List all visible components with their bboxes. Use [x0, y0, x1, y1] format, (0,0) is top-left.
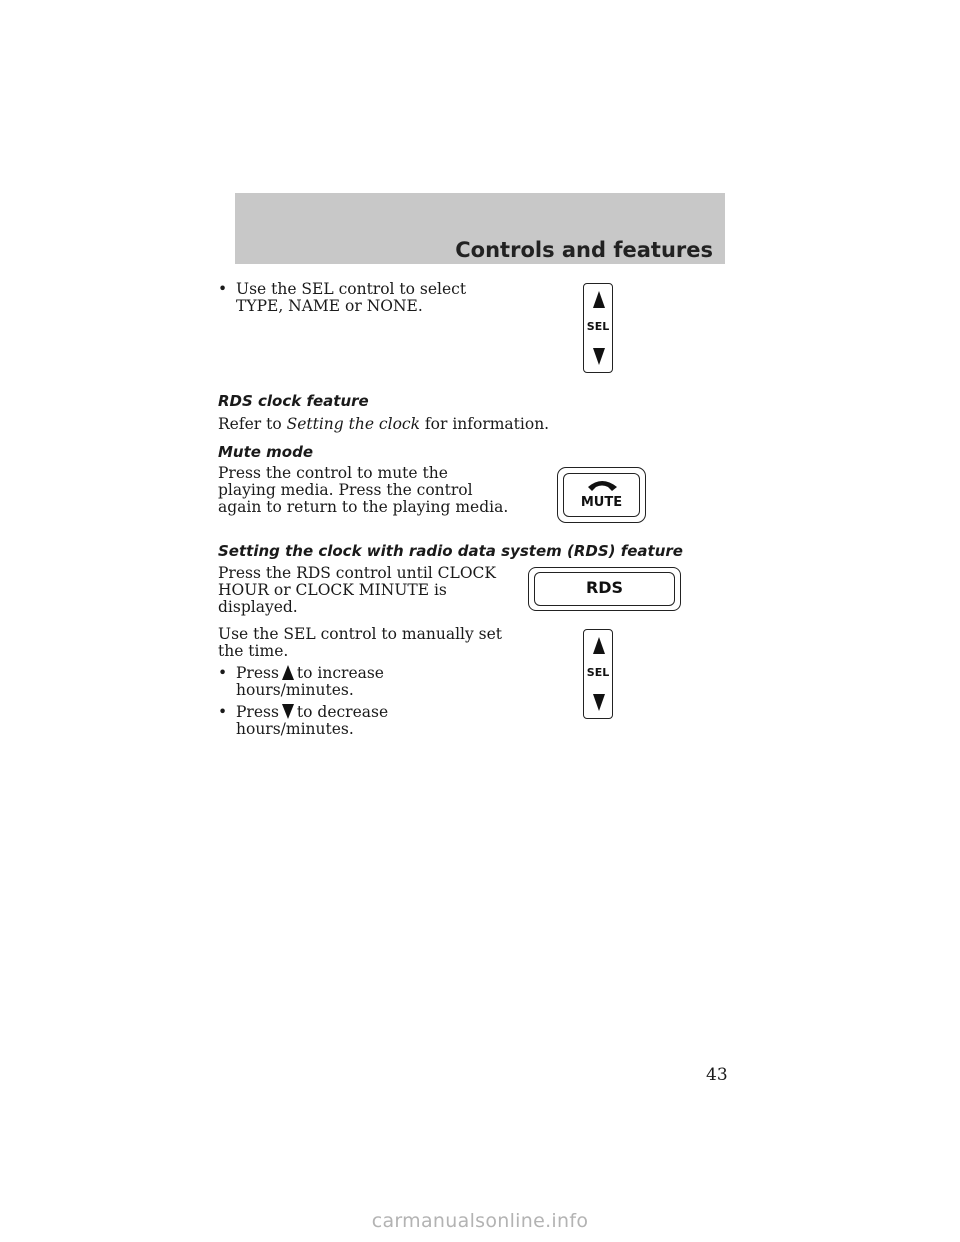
- rds-label: RDS: [585, 578, 624, 597]
- rds-clock-text: Refer to Setting the clock for information.: [218, 415, 550, 433]
- sel-label: SEL: [586, 666, 610, 679]
- decrease-instruction: • Press to decrease hours/minutes.: [218, 703, 389, 738]
- mute-mode-text: Press the control to mute the playing media. Press the control again to return to the playing media.: [218, 464, 509, 516]
- rds-control-illustration: [528, 567, 681, 611]
- sel-instruction: • Use the SEL control to select TYPE, NAME or NONE.: [218, 280, 467, 315]
- rds-clock-heading: RDS clock feature: [218, 392, 369, 410]
- mute-label: MUTE: [580, 495, 623, 510]
- setting-clock-heading: Setting the clock with radio data system (RDS) feature: [218, 542, 683, 560]
- sel-control-illustration-2: [583, 629, 613, 719]
- increase-instruction: • Press to increase hours/minutes.: [218, 664, 384, 699]
- setting-clock-paragraph-2: Use the SEL control to manually set the time.: [218, 625, 503, 660]
- watermark: carmanualsonline.info: [371, 1210, 589, 1232]
- section-header-band: [235, 193, 725, 264]
- section-title: Controls and features: [455, 238, 713, 262]
- mute-mode-heading: Mute mode: [218, 443, 314, 461]
- up-arrow-icon: [281, 665, 295, 680]
- page-number: 43: [706, 1065, 728, 1085]
- down-arrow-icon: [281, 704, 295, 719]
- mute-control-illustration: [557, 467, 646, 523]
- setting-clock-paragraph-1: Press the RDS control until CLOCK HOUR or CLOCK MINUTE is displayed.: [218, 564, 496, 616]
- phone-handset-icon: [586, 475, 619, 493]
- sel-label: SEL: [586, 320, 610, 333]
- sel-control-illustration: [583, 283, 613, 373]
